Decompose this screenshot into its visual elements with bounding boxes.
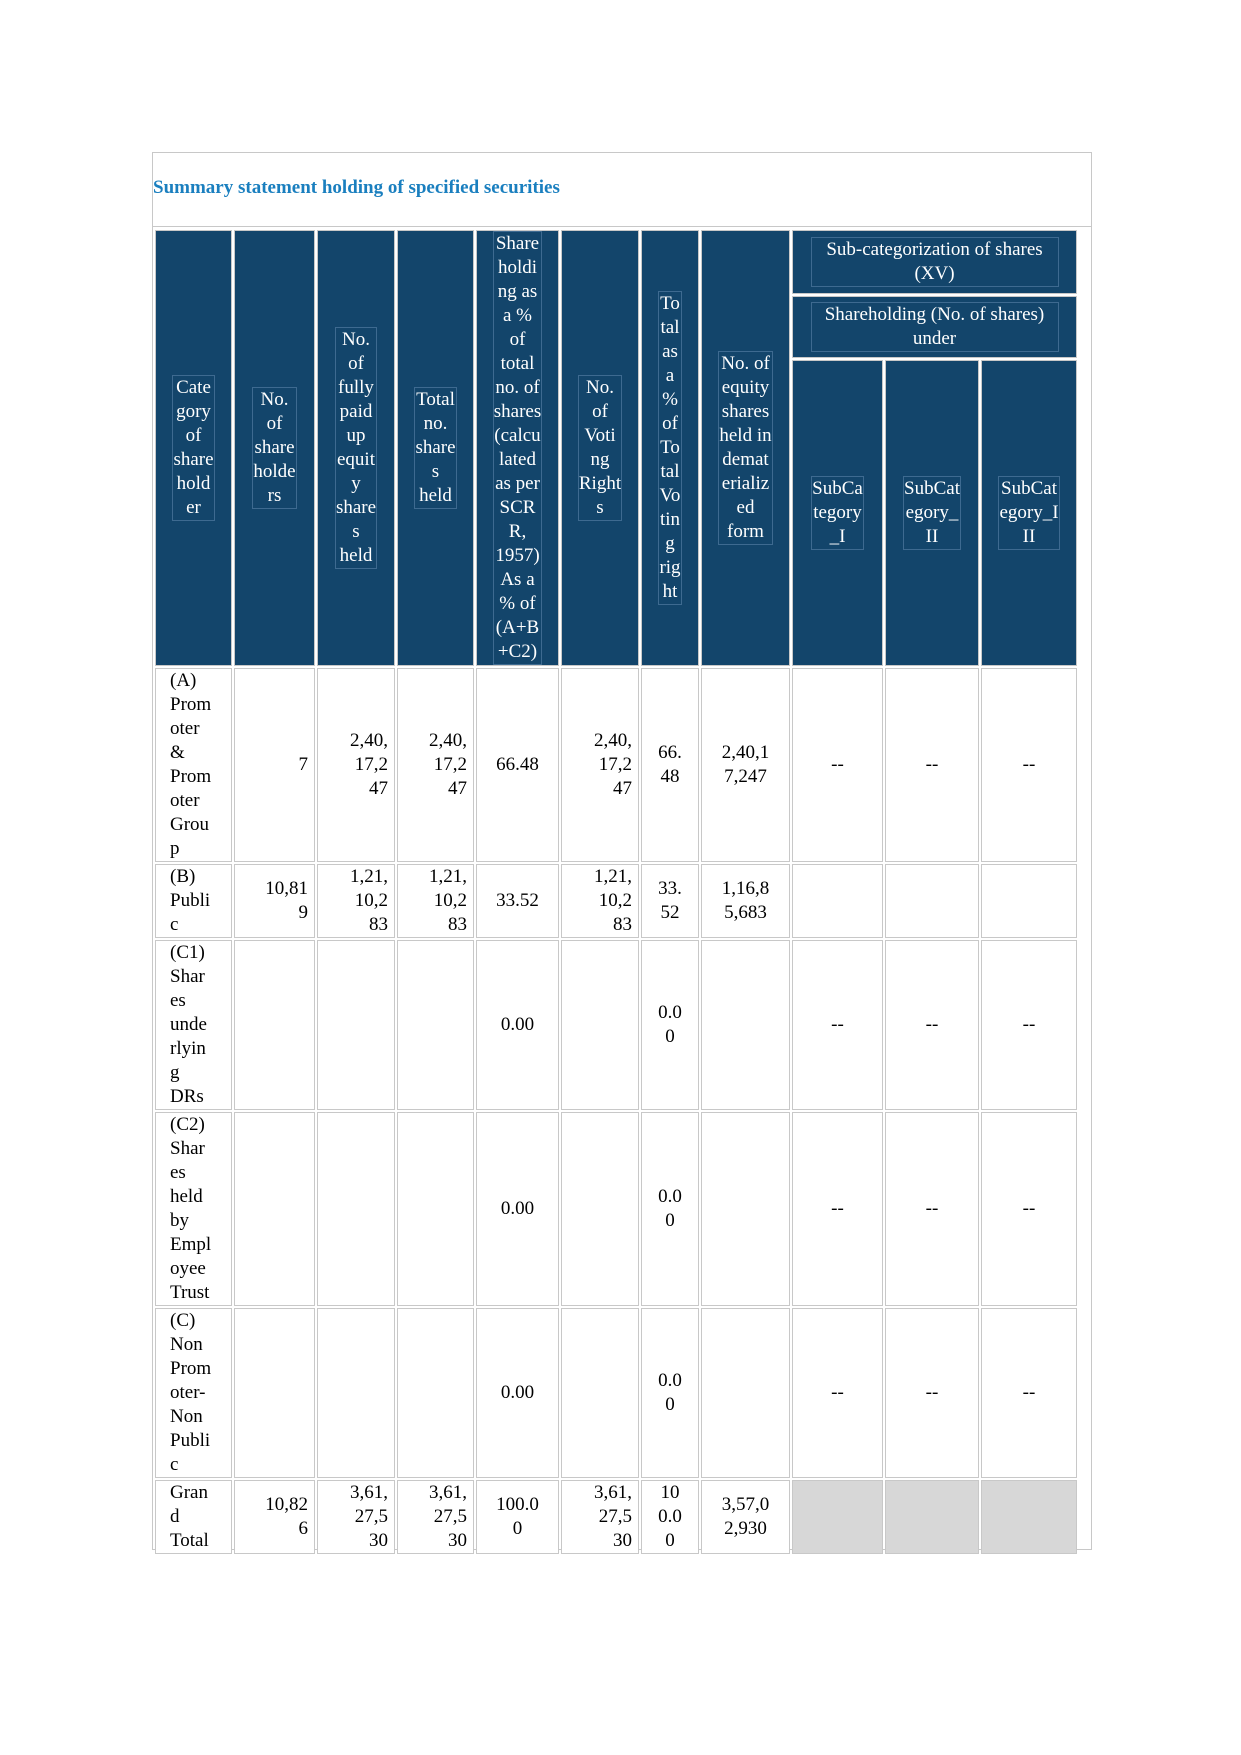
header-subcategory-3: SubCat egory_I II (981, 360, 1077, 666)
cell-sub1: -- (792, 1112, 883, 1306)
summary-table (153, 228, 1079, 1556)
cell-sub3 (981, 864, 1077, 938)
cell-category: (A) Prom oter & Prom oter Grou p (155, 668, 232, 862)
cell-pct: 100.0 0 (476, 1480, 559, 1554)
cell-voting (561, 1112, 639, 1306)
cell-voting-pct: 10 0.0 0 (641, 1480, 699, 1554)
cell-total (397, 1308, 474, 1478)
cell-sub1 (792, 1480, 883, 1554)
cell-holders: 10,81 9 (234, 864, 315, 938)
title-box (153, 153, 1091, 227)
header-shareholding-pct: Share holdi ng as a % of total no. of shares (calcu lated as per SCR R, 1957) As a % of (A+B +C2) (476, 230, 559, 666)
header-demat: No. of equity shares held in demat erializ ed form (701, 230, 790, 666)
cell-sub2: -- (885, 668, 979, 862)
cell-total: 2,40, 17,2 47 (397, 668, 474, 862)
header-num-holders: No. of share holde rs (234, 230, 315, 666)
cell-total (397, 1112, 474, 1306)
cell-voting (561, 940, 639, 1110)
cell-sub2: -- (885, 1308, 979, 1478)
cell-pct: 0.00 (476, 940, 559, 1110)
header-total-voting-pct: To tal as a % of To tal Vo tin g rig ht (641, 230, 699, 666)
cell-sub2 (885, 1480, 979, 1554)
table-row-grand-total (155, 1480, 1077, 1554)
cell-fully-paid (317, 940, 395, 1110)
cell-category: (C2) Shar es held by Empl oyee Trust (155, 1112, 232, 1306)
cell-demat (701, 940, 790, 1110)
header-category: Cate gory of share hold er (155, 230, 232, 666)
cell-sub3: -- (981, 1308, 1077, 1478)
cell-category: (C1) Shar es unde rlyin g DRs (155, 940, 232, 1110)
cell-holders (234, 1308, 315, 1478)
cell-pct: 0.00 (476, 1308, 559, 1478)
cell-sub3: -- (981, 1112, 1077, 1306)
cell-total: 1,21, 10,2 83 (397, 864, 474, 938)
table-row (155, 1112, 1077, 1306)
cell-demat (701, 1112, 790, 1306)
cell-holders (234, 940, 315, 1110)
cell-total: 3,61, 27,5 30 (397, 1480, 474, 1554)
header-fully-paid: No. of fully paid up equit y share s held (317, 230, 395, 666)
cell-holders: 10,82 6 (234, 1480, 315, 1554)
cell-demat: 3,57,0 2,930 (701, 1480, 790, 1554)
cell-sub3 (981, 1480, 1077, 1554)
table-row (155, 1308, 1077, 1478)
cell-pct: 33.52 (476, 864, 559, 938)
header-total-shares: Total no. share s held (397, 230, 474, 666)
cell-holders: 7 (234, 668, 315, 862)
cell-sub2 (885, 864, 979, 938)
cell-voting-pct: 0.0 0 (641, 1112, 699, 1306)
cell-voting-pct: 66. 48 (641, 668, 699, 862)
cell-fully-paid: 3,61, 27,5 30 (317, 1480, 395, 1554)
cell-sub3: -- (981, 940, 1077, 1110)
cell-voting: 1,21, 10,2 83 (561, 864, 639, 938)
document-frame (152, 152, 1092, 1550)
cell-demat: 1,16,8 5,683 (701, 864, 790, 938)
cell-total (397, 940, 474, 1110)
cell-sub1: -- (792, 668, 883, 862)
header-shareholding-under: Shareholding (No. of shares) under (792, 296, 1077, 358)
cell-category: (B) Publi c (155, 864, 232, 938)
cell-demat (701, 1308, 790, 1478)
table-row (155, 668, 1077, 862)
cell-fully-paid: 2,40, 17,2 47 (317, 668, 395, 862)
cell-category: Gran d Total (155, 1480, 232, 1554)
cell-sub1: -- (792, 940, 883, 1110)
cell-fully-paid (317, 1308, 395, 1478)
cell-voting: 2,40, 17,2 47 (561, 668, 639, 862)
header-voting-rights: No. of Voti ng Right s (561, 230, 639, 666)
cell-fully-paid: 1,21, 10,2 83 (317, 864, 395, 938)
cell-voting-pct: 33. 52 (641, 864, 699, 938)
cell-pct: 0.00 (476, 1112, 559, 1306)
page-title: Summary statement holding of specified securities (153, 177, 560, 198)
cell-sub2: -- (885, 940, 979, 1110)
header-subcategorization: Sub-categorization of shares (XV) (792, 230, 1077, 294)
cell-sub3: -- (981, 668, 1077, 862)
table-row (155, 864, 1077, 938)
cell-category: (C) Non Prom oter- Non Publi c (155, 1308, 232, 1478)
cell-sub1: -- (792, 1308, 883, 1478)
cell-fully-paid (317, 1112, 395, 1306)
table-row (155, 940, 1077, 1110)
header-subcategory-1: SubCa tegory _I (792, 360, 883, 666)
header-subcategory-2: SubCat egory_ II (885, 360, 979, 666)
cell-holders (234, 1112, 315, 1306)
cell-voting-pct: 0.0 0 (641, 1308, 699, 1478)
cell-sub2: -- (885, 1112, 979, 1306)
cell-voting (561, 1308, 639, 1478)
cell-demat: 2,40,1 7,247 (701, 668, 790, 862)
cell-sub1 (792, 864, 883, 938)
cell-voting: 3,61, 27,5 30 (561, 1480, 639, 1554)
cell-voting-pct: 0.0 0 (641, 940, 699, 1110)
cell-pct: 66.48 (476, 668, 559, 862)
